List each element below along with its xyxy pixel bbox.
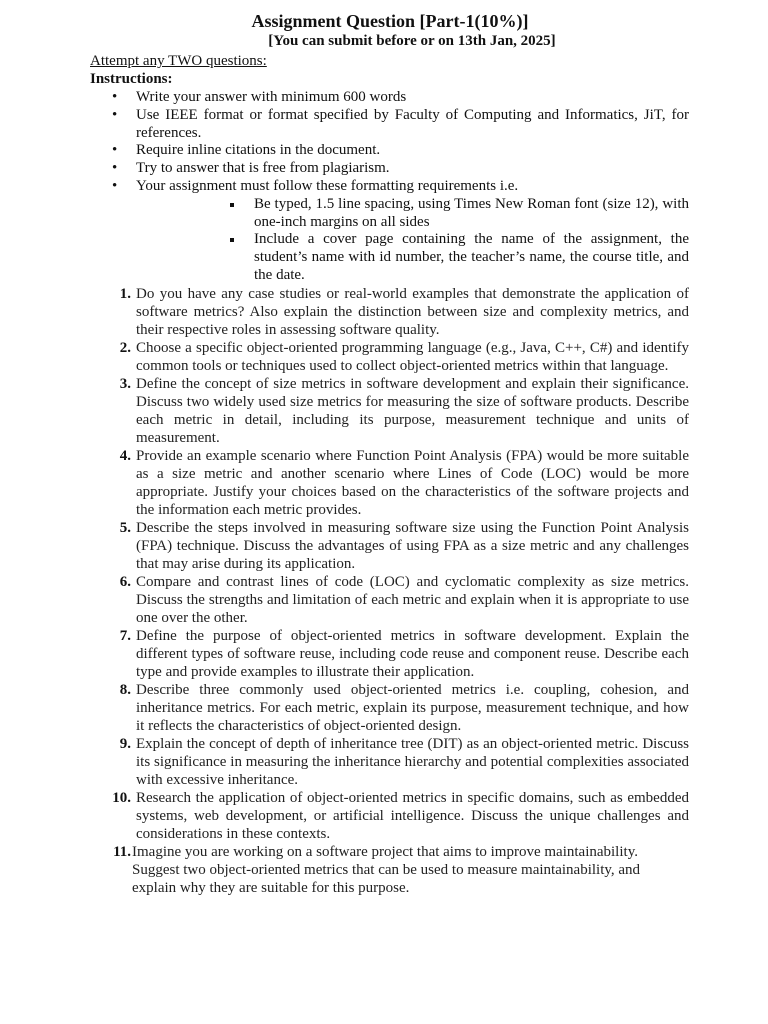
question-item [108, 339, 689, 375]
question-item [108, 789, 689, 843]
question-item [108, 843, 689, 897]
question-item [108, 519, 689, 573]
instructions-heading: Instructions: [90, 71, 173, 87]
question-number: 7. [119, 628, 131, 644]
instruction-text: Write your answer with minimum 600 words [136, 89, 407, 105]
question-text: Describe three commonly used object-oriented metrics i.e. coupling, cohesion, and inheritance metrics. For each metric, explain its purpose, measurement technique, and how it reflects the characteristics of object-oriented design. [136, 682, 689, 734]
assignment-title: Assignment Question [Part-1(10%)] [251, 11, 529, 31]
question-item [108, 573, 689, 627]
question-text: Define the concept of size metrics in software development and explain their significance. Discuss two widely used size metrics for measuring the size of software products. Describe each metric in detail, including its purpose, measurement technique and units of measurement. [136, 376, 689, 446]
question-item [108, 627, 689, 681]
bullet-icon: • [112, 106, 118, 123]
instruction-item [108, 142, 689, 160]
instruction-item [108, 89, 689, 107]
question-text: Explain the concept of depth of inheritance tree (DIT) as an object-oriented metric. Discuss its significance in measuring the inheritance hierarchy and potential complexities associated with excessive inheritance. [136, 736, 689, 788]
question-number: 10. [112, 790, 131, 806]
question-number: 8. [119, 682, 131, 698]
instruction-item [108, 107, 689, 143]
question-number: 11. [113, 844, 131, 860]
formatting-item [226, 231, 689, 284]
question-text: Choose a specific object-oriented programming language (e.g., Java, C++, C#) and identify common tools or techniques used to collect object-oriented metrics within that language. [136, 340, 689, 374]
instruction-text: Use IEEE format or format specified by Faculty of Computing and Informatics, JiT, for references. [136, 106, 689, 141]
instruction-text: Require inline citations in the document. [136, 142, 381, 159]
question-line: Suggest two object-oriented metrics that can be used to measure maintainability, and [132, 862, 641, 878]
question-item [108, 447, 689, 519]
formatting-text: Include a cover page containing the name of the assignment, the student’s name with id number, the teacher’s name, the course title, and the date. [254, 231, 689, 283]
question-number: 4. [119, 448, 131, 464]
question-text: Compare and contrast lines of code (LOC) and cyclomatic complexity as size metrics. Discuss the strengths and limitation of each metric and explain when it is appropriate to use one over the other. [136, 574, 689, 626]
question-text: Provide an example scenario where Function Point Analysis (FPA) would be more suitable as a size metric and another scenario where Lines of Code (LOC) would be more appropriate. Justify your choices based on the characteristics of the software projects and the information each metric provides. [136, 448, 689, 518]
question-number: 6. [119, 574, 131, 590]
question-text: Describe the steps involved in measuring software size using the Function Point Analysis (FPA) technique. Discuss the advantages of using FPA as a size metric and any challenges that may arise during its application. [136, 520, 689, 572]
bullet-icon: • [112, 89, 118, 105]
question-line: explain why they are suitable for this purpose. [132, 880, 410, 896]
square-bullet-icon [230, 203, 234, 207]
bullet-icon: • [112, 160, 118, 177]
question-item [108, 375, 689, 447]
bullet-icon: • [112, 177, 118, 194]
question-list [108, 285, 689, 897]
question-item [108, 285, 689, 339]
instruction-text: Your assignment must follow these formatting requirements i.e. [136, 177, 519, 194]
question-number: 1. [119, 286, 131, 302]
question-number: 2. [119, 340, 131, 356]
question-text: Do you have any case studies or real-world examples that demonstrate the application of software metrics? Also explain the distinction between size and complexity metrics, and their respective roles in assessing software quality. [136, 286, 689, 338]
question-number: 5. [119, 520, 131, 536]
question-text: Research the application of object-oriented metrics in specific domains, such as embedded systems, web development, or artificial intelligence. Discuss the unique challenges and considerations in these contexts. [136, 790, 689, 842]
question-line: Imagine you are working on a software project that aims to improve maintainability. [132, 844, 638, 860]
instruction-item [108, 178, 689, 285]
instructions-list [108, 89, 689, 285]
question-number: 3. [119, 376, 131, 392]
formatting-item [226, 196, 689, 232]
instruction-text: Try to answer that is free from plagiarism. [136, 160, 390, 177]
instruction-item [108, 160, 689, 178]
question-number: 9. [119, 736, 131, 752]
bullet-icon: • [112, 142, 118, 159]
question-item [108, 735, 689, 789]
question-item [108, 681, 689, 735]
square-bullet-icon [230, 238, 234, 242]
formatting-text: Be typed, 1.5 line spacing, using Times New Roman font (size 12), with one-inch margins on all sides [254, 195, 689, 230]
submission-deadline: [You can submit before or on 13th Jan, 2025] [268, 33, 556, 49]
attempt-note: Attempt any TWO questions: [90, 53, 267, 69]
question-text: Define the purpose of object-oriented metrics in software development. Explain the different types of software reuse, including code reuse and component reuse. Describe each type and provide examples to illustrate their application. [136, 628, 689, 680]
formatting-requirements-list [226, 196, 689, 285]
